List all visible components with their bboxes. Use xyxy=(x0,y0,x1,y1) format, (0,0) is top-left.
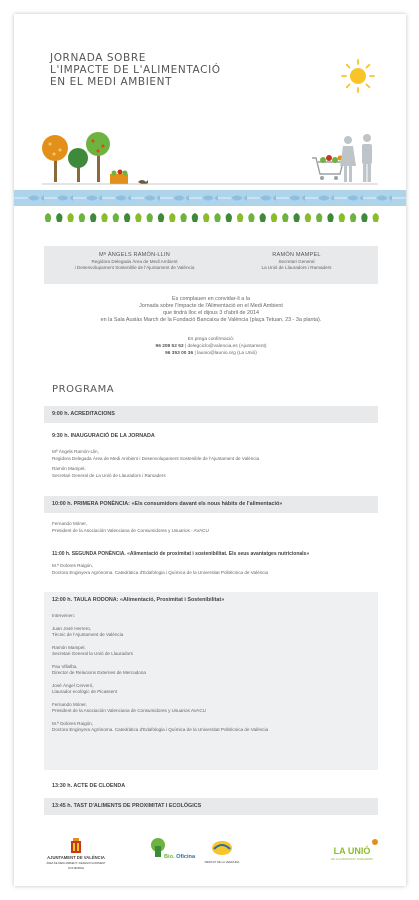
speaker-name: Ramón Mampel, xyxy=(52,466,86,471)
rsvp-label: Es prega confirmació: xyxy=(187,337,235,342)
rsvp-line-ajuntament xyxy=(34,343,388,350)
sprout-icon xyxy=(90,213,96,222)
logo-la-unio xyxy=(324,834,380,874)
rsvp-contact[interactable]: | delegciclo@valencia.es (Ajuntament) xyxy=(183,344,267,349)
sprout-icon xyxy=(327,213,333,222)
host-role-line: Secretari General xyxy=(278,259,315,264)
sprout-icon xyxy=(192,213,198,222)
speaker-name: M.ª Dolores Raigón, xyxy=(52,720,94,726)
speaker-name: Pau Villalba, xyxy=(52,663,78,669)
speaker-role: Llaurador ecològic de Picassent xyxy=(52,689,118,694)
host-role-line: i Desenvolupament Sostenible de l'Ajuntament de València xyxy=(74,265,195,270)
sprout-icon xyxy=(361,213,367,222)
program-item-tasting xyxy=(44,798,378,815)
program-item-closing xyxy=(44,778,378,795)
sponsor-logos xyxy=(42,834,380,874)
sprout-icon xyxy=(124,213,130,222)
host-name: RAMÓN MAMPEL xyxy=(272,252,321,258)
speaker-name: Mª Àngels Ramón-Llin, xyxy=(52,449,99,454)
logo-bio-oficina xyxy=(148,834,198,874)
sprout-icon xyxy=(45,213,51,222)
sprout-icon xyxy=(373,213,379,222)
farm-market-illustration xyxy=(14,124,406,234)
program-item-title: 9:30 h. INAUGURACIÓ DE LA JORNADA xyxy=(52,433,155,439)
sprout-icon xyxy=(169,213,175,222)
shopper-woman-icon xyxy=(340,136,356,182)
rsvp-phone[interactable]: 96 208 52 53 xyxy=(155,344,184,349)
sprout-icon xyxy=(260,213,266,222)
speaker-role: President de la Asociación Valenciana de Consumidores y Usuarios AVACU xyxy=(52,708,206,713)
tree-icon xyxy=(42,135,68,182)
title-line-1: JORNADA SOBRE xyxy=(50,52,146,64)
sprout-icon xyxy=(135,213,141,222)
host-name: Mª ÀNGELS RAMÓN-LLIN xyxy=(98,252,171,258)
sprout-icon xyxy=(101,213,107,222)
logo-ajuntament-name: AJUNTAMENT DE VALÈNCIA xyxy=(47,855,105,860)
logo-la-unio-sub: DE LLAURADORS I RAMADERS xyxy=(331,857,373,861)
tree-icon xyxy=(86,132,110,182)
program-item-title: 13:30 h. ACTE DE CLOENDA xyxy=(52,783,126,789)
logo-bio-text: Bio. Oficina xyxy=(164,854,196,860)
speaker-role: Secretari General de La Unió de Llauradors i Ramaders xyxy=(52,472,166,478)
sprout-icon xyxy=(56,213,62,222)
sprout-icon xyxy=(350,213,356,222)
logo-mercat xyxy=(202,834,242,874)
tree-icon xyxy=(68,148,88,182)
program-item-title: 10:00 h. PRIMERA PONÈNCIA: «Els consumidors davant els nous hàbits de l'alimentació» xyxy=(44,496,378,513)
title-line-3: EN EL MEDI AMBIENT xyxy=(50,76,173,88)
program-item-opening xyxy=(44,428,378,479)
rsvp-contact[interactable]: | launio@launio.org (La Unió) xyxy=(193,351,257,356)
sprout-icon xyxy=(158,213,164,222)
sprout-icon xyxy=(226,213,232,222)
sprout-icon xyxy=(180,213,186,222)
speaker-role: Secretari General la Unió de Llauradors xyxy=(52,651,133,656)
program-item-title: 13:45 h. TAST D'ALIMENTS DE PROXIMITAT I ECOLÒGICS xyxy=(44,798,378,815)
shopper-man-icon xyxy=(362,134,372,182)
invitation-text xyxy=(34,296,388,324)
invite-line: que tindrà lloc el dijous 3 d'abril de 2014 xyxy=(162,310,260,316)
shopping-cart-icon xyxy=(312,155,343,180)
sprout-icon xyxy=(371,838,379,846)
program-item-first-talk xyxy=(44,496,378,534)
invitation-page xyxy=(14,14,406,886)
sprout-icon xyxy=(271,213,277,222)
sprout-icon xyxy=(282,213,288,222)
program-heading: PROGRAMA xyxy=(52,384,115,395)
event-title xyxy=(50,52,221,88)
speaker-role: Tècnic de l'Ajuntament de València xyxy=(52,632,124,637)
speaker-name: Fernando Móner, xyxy=(52,701,87,707)
program-item-title: 9:00 h. ACREDITACIONS xyxy=(44,406,378,423)
speaker-name: Ramón Mampel, xyxy=(52,644,86,650)
participants-label: Intervenen: xyxy=(52,613,75,618)
program-item-round-table xyxy=(44,592,378,770)
sprout-icon xyxy=(248,213,254,222)
logo-ajuntament xyxy=(42,834,110,874)
program-item-accreditation xyxy=(44,406,378,423)
program-item-second-talk xyxy=(44,546,378,576)
host-role-line: La Unió de Llauradors i Ramaders xyxy=(261,265,332,270)
host-mampel xyxy=(214,252,379,271)
vegetable-crate-icon xyxy=(110,170,128,185)
program-item-title: 12:00 h. TAULA RODONA: «Alimentació, Proximitat i Sostenibilitat» xyxy=(52,597,225,603)
sprout-icon xyxy=(316,213,322,222)
speaker-name: José Ángel Cerveró, xyxy=(52,682,94,688)
city-crest-icon xyxy=(70,838,82,854)
sprout-icon xyxy=(67,213,73,222)
host-role-line: Regidora Delegada Àrea de Medi Ambient xyxy=(91,259,178,264)
rsvp-phone[interactable]: 96 353 00 36 xyxy=(165,351,194,356)
logo-ajuntament-sub: ÀREA DE MEDI AMBIENT I DESENVOLUPAMENT SOSTENIBLE xyxy=(46,862,106,870)
sprout-icon xyxy=(79,213,85,222)
speaker-name: M.ª Dolores Raigón, xyxy=(52,563,94,568)
host-ramon-llin xyxy=(52,252,217,271)
sprout-icon xyxy=(237,213,243,222)
program-item-title: 11:00 h. SEGUNDA PONÈNCIA. «Alimentació de proximitat i sostenibilitat. Els seus avantatges nutricionals» xyxy=(52,551,310,557)
sprout-icon xyxy=(203,213,209,222)
hosts-panel xyxy=(44,246,378,284)
title-line-2: L'IMPACTE DE L'ALIMENTACIÓ xyxy=(50,64,221,76)
speaker-name: Juan José Herrero, xyxy=(52,625,92,631)
invite-line: en la Sala Ausiàs March de la Fundació Bancaixa de València (plaça Tetuan, 23 - 3a planta). xyxy=(100,317,322,323)
invite-line: Jornada sobre l'Impacte de l'Alimentació en el Medi Ambient xyxy=(139,303,283,309)
rsvp-block xyxy=(34,336,388,357)
sprout-icon xyxy=(113,213,119,222)
sprout-icon xyxy=(147,213,153,222)
speaker-role: Director de Relacions Externes de Mercadona xyxy=(52,670,146,675)
sprout-icon xyxy=(305,213,311,222)
vegetable-row xyxy=(45,213,379,222)
speaker-role: Regidora Delegada Àrea de Medi Ambient i Desenvolupament Sostenible de l'Ajuntament de València xyxy=(52,455,260,461)
logo-mercat-name: MERCAT DE LA VERDURA xyxy=(204,860,240,864)
speaker-role: Doctora Enginyera Agrònoma. Catedràtica d'Edafologia i Química de la Universitat Politècnica de València xyxy=(52,727,269,732)
speaker-role: President de la Asociación Valenciana de Consumidores y Usuarios - AVACU xyxy=(52,527,209,533)
sprout-icon xyxy=(339,213,345,222)
speaker-role: Doctora Enginyera Agrònoma. Catedràtica d'Edafologia i Química de la Universitat Politècnica de València xyxy=(52,569,269,575)
rsvp-line-launio xyxy=(34,350,388,357)
sprout-icon xyxy=(214,213,220,222)
logo-la-unio-name: LA UNIÓ xyxy=(333,846,371,856)
sprout-icon xyxy=(293,213,299,222)
invite-line: Es complauen en convidar-li a la xyxy=(172,296,250,302)
sun-icon xyxy=(340,58,376,94)
speaker-name: Fernando Móner, xyxy=(52,521,87,526)
market-emblem-icon xyxy=(211,840,233,856)
